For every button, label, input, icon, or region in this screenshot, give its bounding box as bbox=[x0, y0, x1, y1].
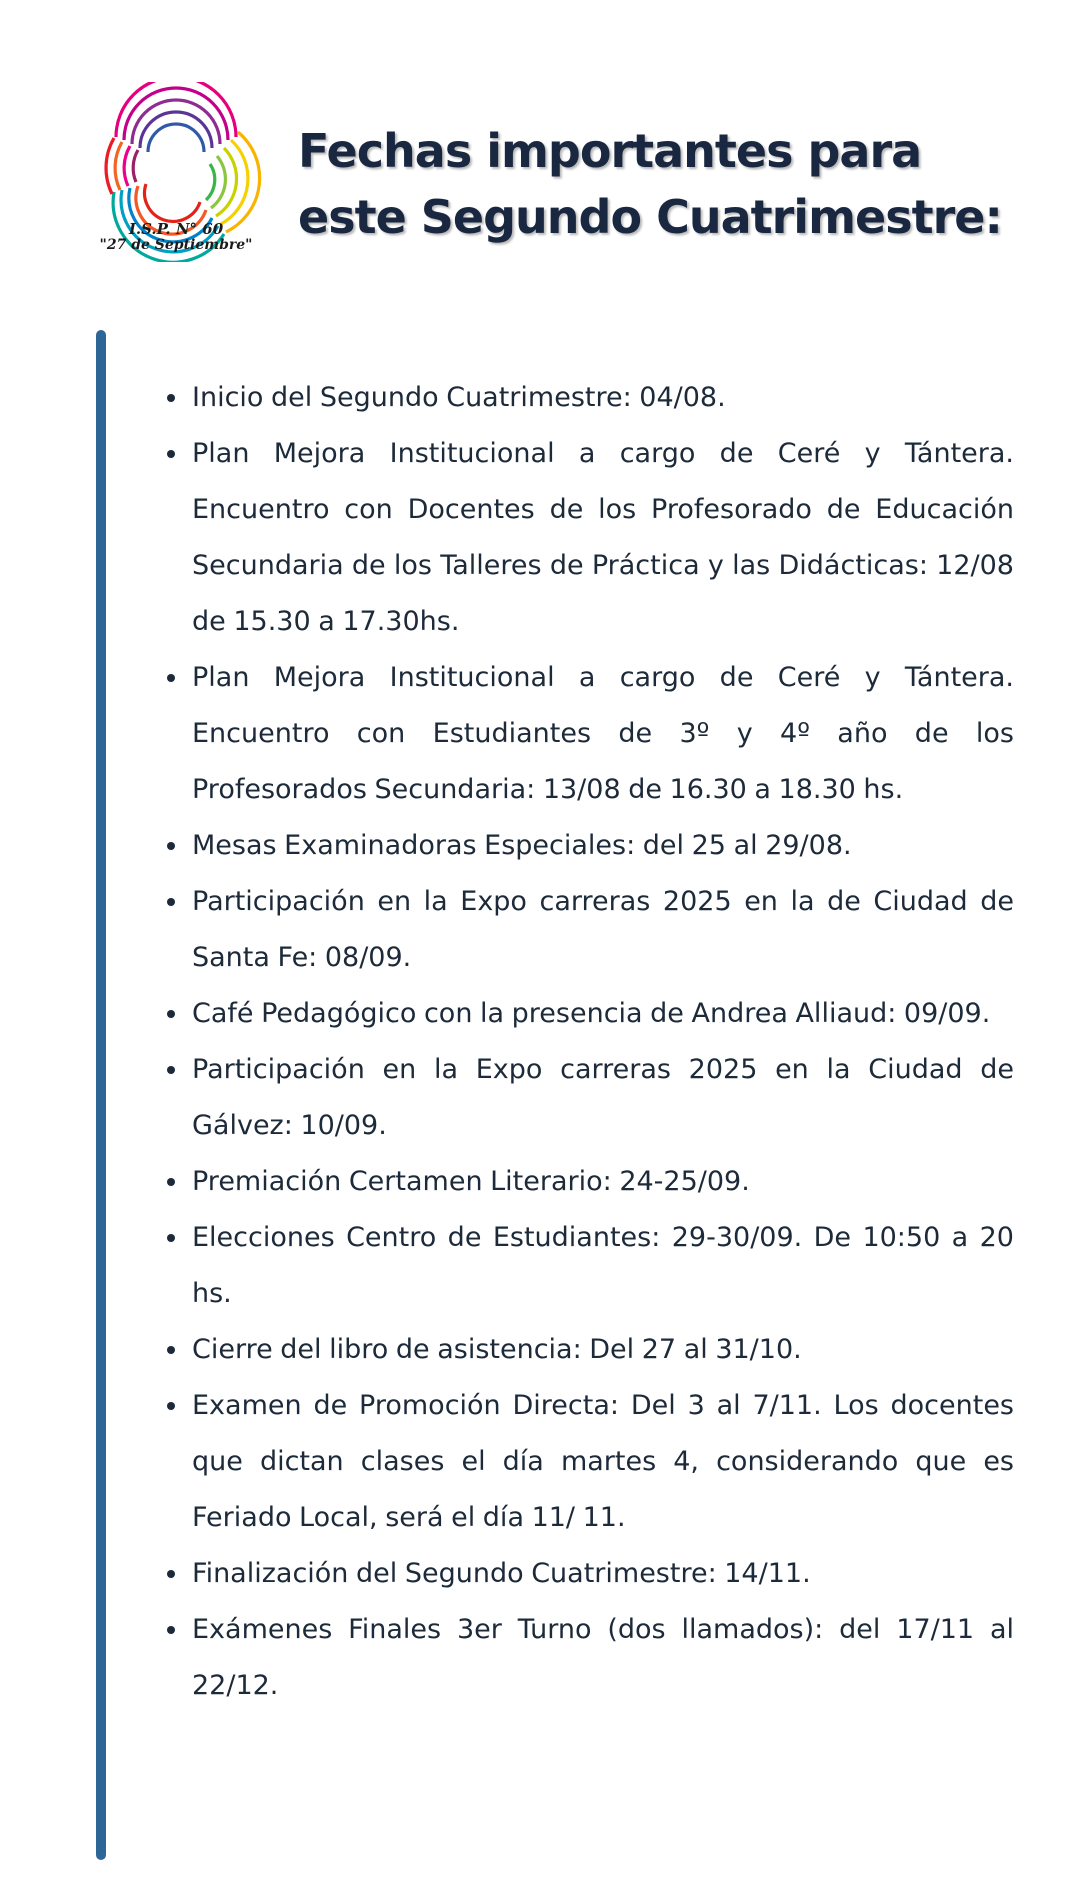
accent-vertical-bar bbox=[96, 330, 106, 1860]
logo-caption bbox=[86, 222, 266, 252]
date-item-expo-santa-fe: Participación en la Expo carreras 2025 en la de Ciudad de Santa Fe: 08/09. bbox=[192, 874, 1014, 986]
date-item-examenes-finales: Exámenes Finales 3er Turno (dos llamados): del 17/11 al 22/12. bbox=[192, 1602, 1014, 1714]
date-item-plan-mejora-docentes: Plan Mejora Institucional a cargo de Ceré y Tántera. Encuentro con Docentes de los Profesorado de Educación Secundaria de los Talleres de Práctica y las Didácticas: 12/08 de 15.30 a 17.30hs. bbox=[192, 426, 1014, 650]
date-item-plan-mejora-estudiantes: Plan Mejora Institucional a cargo de Ceré y Tántera. Encuentro con Estudiantes de 3º y 4º año de los Profesorados Secundaria: 13/08 de 16.30 a 18.30 hs. bbox=[192, 650, 1014, 818]
date-item-expo-galvez: Participación en la Expo carreras 2025 en la Ciudad de Gálvez: 10/09. bbox=[192, 1042, 1014, 1154]
page-title bbox=[298, 118, 1018, 250]
page-title-line-1: Fechas importantes para bbox=[298, 124, 922, 178]
date-item-mesas-especiales: Mesas Examinadoras Especiales: del 25 al 29/08. bbox=[192, 818, 1014, 874]
logo-institution-number: I.S.P. N° 60 bbox=[128, 220, 224, 238]
page-title-line-2: este Segundo Cuatrimestre: bbox=[298, 190, 1002, 244]
date-item-finalizacion: Finalización del Segundo Cuatrimestre: 14/11. bbox=[192, 1546, 1014, 1602]
date-item-promocion-directa: Examen de Promoción Directa: Del 3 al 7/11. Los docentes que dictan clases el día martes 4, considerando que es Feriado Local, será el día 11/ 11. bbox=[192, 1378, 1014, 1546]
date-item-semester-start: Inicio del Segundo Cuatrimestre: 04/08. bbox=[192, 370, 1014, 426]
logo-institution-name: "27 de Septiembre" bbox=[99, 236, 253, 253]
important-dates-list bbox=[192, 370, 1014, 1714]
date-item-certamen-literario: Premiación Certamen Literario: 24-25/09. bbox=[192, 1154, 1014, 1210]
date-item-elecciones-centro: Elecciones Centro de Estudiantes: 29-30/09. De 10:50 a 20 hs. bbox=[192, 1210, 1014, 1322]
date-item-cierre-asistencia: Cierre del libro de asistencia: Del 27 al 31/10. bbox=[192, 1322, 1014, 1378]
date-item-cafe-pedagogico: Café Pedagógico con la presencia de Andrea Alliaud: 09/09. bbox=[192, 986, 1014, 1042]
